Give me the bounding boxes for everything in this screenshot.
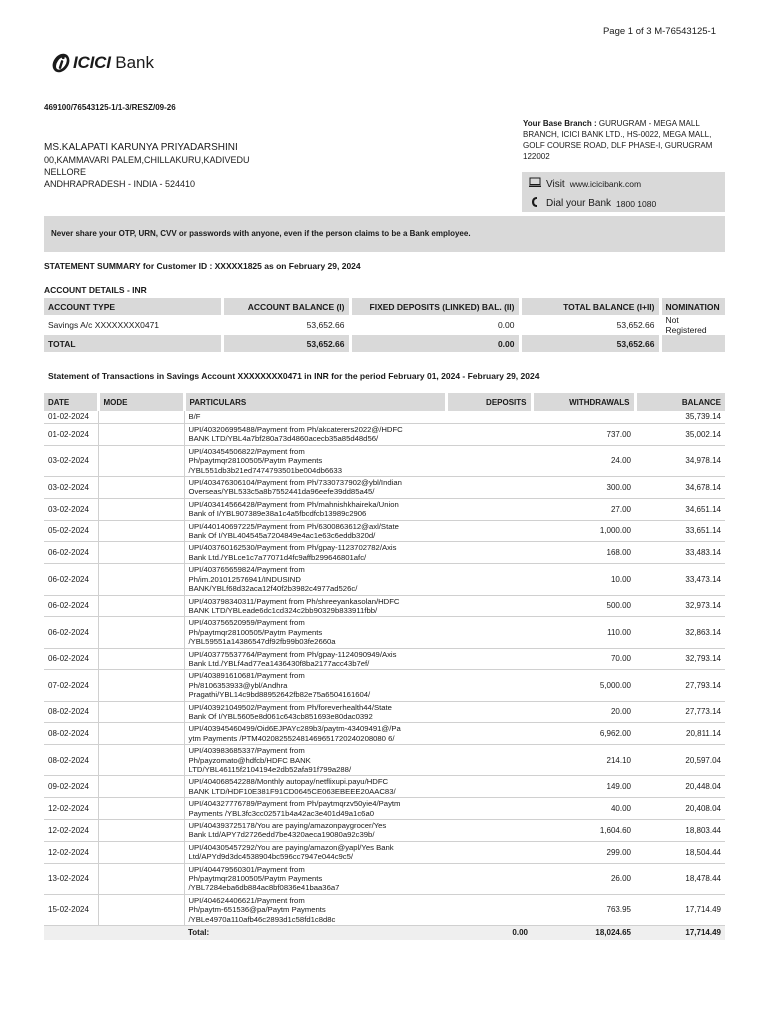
transaction-balance: 33,473.14	[635, 564, 725, 595]
transaction-date: 07-02-2024	[44, 670, 98, 701]
transaction-balance: 20,448.04	[635, 776, 725, 798]
statement-of-transactions-title: Statement of Transactions in Savings Account XXXXXXXX0471 in INR for the period February 01, 2024 - February 29, 2024	[48, 371, 540, 381]
transaction-row	[44, 498, 725, 520]
transaction-mode	[98, 894, 184, 925]
transaction-deposit	[446, 894, 532, 925]
transaction-row	[44, 445, 725, 476]
account-total-nomination	[660, 335, 725, 352]
transaction-date: 08-02-2024	[44, 723, 98, 745]
transaction-row	[44, 477, 725, 499]
transaction-row	[44, 617, 725, 648]
customer-name: MS.KALAPATI KARUNYA PRIYADARSHINI	[44, 142, 238, 153]
transaction-withdrawal	[532, 411, 635, 424]
transaction-mode	[98, 670, 184, 701]
transaction-balance: 20,597.04	[635, 745, 725, 776]
transaction-mode	[98, 745, 184, 776]
account-type: Savings A/c XXXXXXXX0471	[44, 315, 222, 335]
header-fixed-deposits: FIXED DEPOSITS (LINKED) BAL. (II)	[350, 298, 520, 315]
transaction-particulars: UPI/403945460499/Oid6EJPAYc289b3/paytm-43409491@/Pa ytm Payments /PTM402082552481469651720240208080 6/	[184, 723, 446, 745]
header-balance: BALANCE	[635, 393, 725, 411]
transaction-date: 12-02-2024	[44, 820, 98, 842]
transaction-particulars: UPI/403891610681/Payment from Ph/8106353933@ybl/Andhra Pragathi/YBL14c9bd88952642fb82e75a6504161604/	[184, 670, 446, 701]
transaction-mode	[98, 863, 184, 894]
transaction-particulars: UPI/404305457292/You are paying/amazon@yapl/Yes Bank Ltd/APYd9d3dc4538904bc596cc7947e044c9c5/	[184, 841, 446, 863]
transaction-withdrawal: 24.00	[532, 445, 635, 476]
total-withdrawals: 18,024.65	[532, 926, 635, 941]
nomination-status: Not Registered	[665, 315, 707, 335]
transaction-date: 03-02-2024	[44, 477, 98, 499]
transaction-balance: 18,803.44	[635, 820, 725, 842]
transaction-particulars: UPI/403921049502/Payment from Ph/foreverhealth44/State Bank Of I/YBL5605e8d061c643cb851693e80dac0392	[184, 701, 446, 723]
account-row	[44, 315, 725, 335]
transaction-withdrawal: 149.00	[532, 776, 635, 798]
transaction-balance: 20,811.14	[635, 723, 725, 745]
address-line-2: NELLORE	[44, 167, 87, 177]
account-total-label: TOTAL	[44, 335, 222, 352]
transaction-mode	[98, 445, 184, 476]
transaction-withdrawal: 737.00	[532, 424, 635, 446]
header-deposits: DEPOSITS	[446, 393, 532, 411]
transaction-row	[44, 424, 725, 446]
transaction-withdrawal: 5,000.00	[532, 670, 635, 701]
transaction-withdrawal: 26.00	[532, 863, 635, 894]
total-mode-cell	[98, 926, 184, 941]
transaction-date: 12-02-2024	[44, 841, 98, 863]
total-date-cell	[44, 926, 98, 941]
transaction-withdrawal: 214.10	[532, 745, 635, 776]
transaction-row	[44, 776, 725, 798]
account-details-table	[44, 298, 725, 352]
transaction-row	[44, 798, 725, 820]
statement-summary-title: STATEMENT SUMMARY for Customer ID : XXXXX1825 as on February 29, 2024	[44, 261, 361, 271]
transactions-body	[44, 411, 725, 926]
transaction-date: 15-02-2024	[44, 894, 98, 925]
transaction-date: 01-02-2024	[44, 411, 98, 424]
transaction-mode	[98, 498, 184, 520]
transaction-particulars: UPI/403775537764/Payment from Ph/gpay-1124090949/Axis Bank Ltd./YBLf4ad77ea1436430f8ba2177acc43b7ef/	[184, 648, 446, 670]
transaction-particulars: UPI/440140697225/Payment from Ph/6300863612@axl/State Bank Of I/YBL404545a7204849e4ac1e63c6eddb320d/	[184, 520, 446, 542]
bank-logo-text: ICICI Bank	[73, 53, 155, 72]
bank-logo	[50, 52, 154, 74]
transaction-particulars: UPI/404393725178/You are paying/amazonpaygrocer/Yes Bank Ltd/APY7d2726edd7be4320aeca19080a92c39b/	[184, 820, 446, 842]
transaction-row	[44, 841, 725, 863]
transaction-withdrawal: 1,000.00	[532, 520, 635, 542]
transaction-row	[44, 564, 725, 595]
transaction-particulars: UPI/403206995488/Payment from Ph/akcaterers2022@/HDFC BANK LTD/YBL4a7bf280a73d4860acecb35a85d48d56/	[184, 424, 446, 446]
transaction-mode	[98, 520, 184, 542]
transaction-deposit	[446, 723, 532, 745]
security-warning-banner	[44, 216, 725, 252]
transaction-deposit	[446, 841, 532, 863]
transaction-date: 08-02-2024	[44, 745, 98, 776]
header-date: DATE	[44, 393, 98, 411]
transaction-mode	[98, 617, 184, 648]
transaction-row	[44, 863, 725, 894]
visit-row	[528, 177, 641, 191]
transaction-mode	[98, 776, 184, 798]
transaction-particulars: UPI/404068542288/Monthly autopay/netflixupi.payu/HDFC BANK LTD/HDF10E381F91CD0645CE063EBEEE20AAC83/	[184, 776, 446, 798]
transaction-deposit	[446, 424, 532, 446]
transaction-particulars: UPI/404327776789/Payment from Ph/paytmqrzv50yie4/Paytm Payments /YBL3fc3cc02571b4a42ac3e401d49a1c6a0	[184, 798, 446, 820]
transaction-particulars: UPI/404624406621/Payment from Ph/paytm-651536@pa/Paytm Payments /YBLe4970a110afb46c2893d1c58fd1c8d8c	[184, 894, 446, 925]
transaction-mode	[98, 595, 184, 617]
icici-logo-icon	[50, 52, 72, 74]
transaction-deposit	[446, 798, 532, 820]
account-total-row	[44, 335, 725, 352]
header-account-type: ACCOUNT TYPE	[44, 298, 222, 315]
security-warning-text: Never share your OTP, URN, CVV or passwords with anyone, even if the person claims to be a Bank employee.	[51, 229, 471, 238]
transaction-balance: 32,863.14	[635, 617, 725, 648]
transaction-withdrawal: 168.00	[532, 542, 635, 564]
transaction-mode	[98, 841, 184, 863]
transaction-balance: 34,978.14	[635, 445, 725, 476]
transaction-balance: 32,973.14	[635, 595, 725, 617]
transaction-particulars: UPI/403476306104/Payment from Ph/7330737902@ybl/Indian Overseas/YBL533c5a8b7552441da96eefe39dd85a45/	[184, 477, 446, 499]
dial-row	[528, 196, 656, 211]
account-total-fd: 0.00	[350, 335, 520, 352]
transaction-balance: 20,408.04	[635, 798, 725, 820]
transaction-deposit	[446, 648, 532, 670]
transaction-mode	[98, 424, 184, 446]
transaction-date: 13-02-2024	[44, 863, 98, 894]
transaction-mode	[98, 723, 184, 745]
transaction-mode	[98, 648, 184, 670]
base-branch-address: GURUGRAM - MEGA MALL BRANCH, ICICI BANK LTD., HS-0022, MEGA MALL, GOLF COURSE ROAD, DLF PHASE-I, GURUGRAM 122002	[523, 119, 713, 161]
transaction-deposit	[446, 411, 532, 424]
header-nomination: NOMINATION	[660, 298, 725, 315]
fixed-deposit-balance: 0.00	[350, 315, 520, 335]
transaction-mode	[98, 820, 184, 842]
transaction-row	[44, 894, 725, 925]
transaction-particulars: UPI/404479560301/Payment from Ph/paytmqr28100505/Paytm Payments /YBL7284eba6db884ac8bf0836e41baa36a7	[184, 863, 446, 894]
header-particulars: PARTICULARS	[184, 393, 446, 411]
transaction-withdrawal: 299.00	[532, 841, 635, 863]
transaction-deposit	[446, 745, 532, 776]
transaction-date: 06-02-2024	[44, 564, 98, 595]
transaction-date: 06-02-2024	[44, 542, 98, 564]
total-balance-end: 17,714.49	[635, 926, 725, 941]
transaction-balance: 34,678.14	[635, 477, 725, 499]
transaction-withdrawal: 1,604.60	[532, 820, 635, 842]
transaction-withdrawal: 300.00	[532, 477, 635, 499]
transaction-deposit	[446, 776, 532, 798]
transaction-deposit	[446, 564, 532, 595]
transaction-mode	[98, 798, 184, 820]
website-link[interactable]: www.icicibank.com	[569, 179, 642, 189]
transaction-mode	[98, 477, 184, 499]
account-total-combined: 53,652.66	[520, 335, 660, 352]
customer-address-block	[44, 142, 250, 190]
transaction-withdrawal: 110.00	[532, 617, 635, 648]
transaction-balance: 27,773.14	[635, 701, 725, 723]
transaction-balance: 18,504.44	[635, 841, 725, 863]
transaction-row	[44, 670, 725, 701]
account-balance: 53,652.66	[222, 315, 350, 335]
dial-label: Dial your Bank	[546, 198, 612, 209]
transaction-deposit	[446, 863, 532, 894]
transaction-mode	[98, 411, 184, 424]
transaction-row	[44, 411, 725, 424]
transaction-date: 09-02-2024	[44, 776, 98, 798]
transactions-table	[44, 393, 725, 940]
account-table-header	[44, 298, 725, 315]
transaction-balance: 17,714.49	[635, 894, 725, 925]
transaction-row	[44, 745, 725, 776]
base-branch	[523, 118, 728, 162]
transaction-balance: 27,793.14	[635, 670, 725, 701]
transaction-deposit	[446, 670, 532, 701]
transaction-particulars: UPI/403760162530/Payment from Ph/gpay-1123702782/Axis Bank Ltd./YBLce1c7a77071d4fc9affb299646801afc/	[184, 542, 446, 564]
transaction-date: 01-02-2024	[44, 424, 98, 446]
phone-number: 1800 1080	[616, 198, 657, 209]
transaction-particulars: B/F	[184, 411, 446, 424]
total-balance: 53,652.66	[520, 315, 660, 335]
transaction-date: 06-02-2024	[44, 648, 98, 670]
contact-box	[522, 172, 725, 212]
transaction-date: 05-02-2024	[44, 520, 98, 542]
transaction-particulars: UPI/403454506822/Payment from Ph/paytmqr28100505/Paytm Payments /YBL551db3b21ed7474793501be004db6633	[184, 445, 446, 476]
total-deposits: 0.00	[446, 926, 532, 941]
transaction-deposit	[446, 820, 532, 842]
visit-label: Visit	[546, 178, 565, 190]
transaction-date: 06-02-2024	[44, 595, 98, 617]
transaction-withdrawal: 70.00	[532, 648, 635, 670]
transaction-withdrawal: 10.00	[532, 564, 635, 595]
address-line-1: 00,KAMMAVARI PALEM,CHILLAKURU,KADIVEDU	[44, 155, 250, 165]
address-line-3: ANDHRAPRADESH - INDIA - 524410	[44, 179, 196, 189]
header-withdrawals: WITHDRAWALS	[532, 393, 635, 411]
transactions-total-row	[44, 926, 725, 941]
page-number: Page 1 of 3 M-76543125-1	[602, 26, 716, 37]
transaction-date: 08-02-2024	[44, 701, 98, 723]
header-mode: MODE	[98, 393, 184, 411]
computer-icon	[528, 177, 542, 191]
transaction-withdrawal: 40.00	[532, 798, 635, 820]
transaction-deposit	[446, 701, 532, 723]
account-total-balance: 53,652.66	[222, 335, 350, 352]
total-label: Total:	[184, 926, 446, 941]
transaction-row	[44, 723, 725, 745]
transaction-row	[44, 820, 725, 842]
transaction-balance: 34,651.14	[635, 498, 725, 520]
phone-icon	[528, 196, 542, 211]
transaction-date: 12-02-2024	[44, 798, 98, 820]
transaction-date: 06-02-2024	[44, 617, 98, 648]
header-total-balance: TOTAL BALANCE (I+II)	[520, 298, 660, 315]
transaction-balance: 33,651.14	[635, 520, 725, 542]
account-details-title: ACCOUNT DETAILS - INR	[44, 285, 147, 295]
base-branch-label: Your Base Branch :	[523, 119, 597, 128]
transaction-deposit	[446, 617, 532, 648]
transaction-mode	[98, 701, 184, 723]
transaction-withdrawal: 20.00	[532, 701, 635, 723]
transaction-balance: 35,739.14	[635, 411, 725, 424]
transaction-deposit	[446, 477, 532, 499]
transaction-balance: 18,478.44	[635, 863, 725, 894]
transaction-balance: 32,793.14	[635, 648, 725, 670]
transaction-particulars: UPI/403765659824/Payment from Ph/im.201012576941/INDUSIND BANK/YBLf68d32aca12f40f2b3982c4977ad526c/	[184, 564, 446, 595]
transaction-withdrawal: 6,962.00	[532, 723, 635, 745]
transaction-deposit	[446, 542, 532, 564]
transaction-deposit	[446, 595, 532, 617]
transaction-particulars: UPI/403756520959/Payment from Ph/paytmqr28100505/Paytm Payments /YBL59551a14386547df92fb99b03fe2660a	[184, 617, 446, 648]
transaction-deposit	[446, 445, 532, 476]
transaction-date: 03-02-2024	[44, 445, 98, 476]
transactions-header	[44, 393, 725, 411]
transaction-balance: 33,483.14	[635, 542, 725, 564]
transaction-particulars: UPI/403798340311/Payment from Ph/shreeyankasolan/HDFC BANK LTD/YBLeade6dc1cd324c2bb90329b833911fbb/	[184, 595, 446, 617]
transaction-mode	[98, 564, 184, 595]
transaction-mode	[98, 542, 184, 564]
transaction-balance: 35,002.14	[635, 424, 725, 446]
transaction-particulars: UPI/403414566428/Payment from Ph/mahnishkhaireka/Union Bank of I/YBL907389e38a1c4a5fbcdfcb13989c2906	[184, 498, 446, 520]
transaction-deposit	[446, 520, 532, 542]
transaction-row	[44, 520, 725, 542]
transaction-date: 03-02-2024	[44, 498, 98, 520]
header-account-balance: ACCOUNT BALANCE (I)	[222, 298, 350, 315]
transaction-particulars: UPI/403983685337/Payment from Ph/payzomato@hdfcb/HDFC BANK LTD/YBL46115f2104194e2db52afa91f799a288/	[184, 745, 446, 776]
transaction-deposit	[446, 498, 532, 520]
transaction-row	[44, 648, 725, 670]
statement-reference: 469100/76543125-1/1-3/RESZ/09-26	[44, 103, 176, 112]
transaction-withdrawal: 763.95	[532, 894, 635, 925]
transaction-row	[44, 542, 725, 564]
transaction-withdrawal: 27.00	[532, 498, 635, 520]
transaction-row	[44, 595, 725, 617]
transaction-withdrawal: 500.00	[532, 595, 635, 617]
transaction-row	[44, 701, 725, 723]
